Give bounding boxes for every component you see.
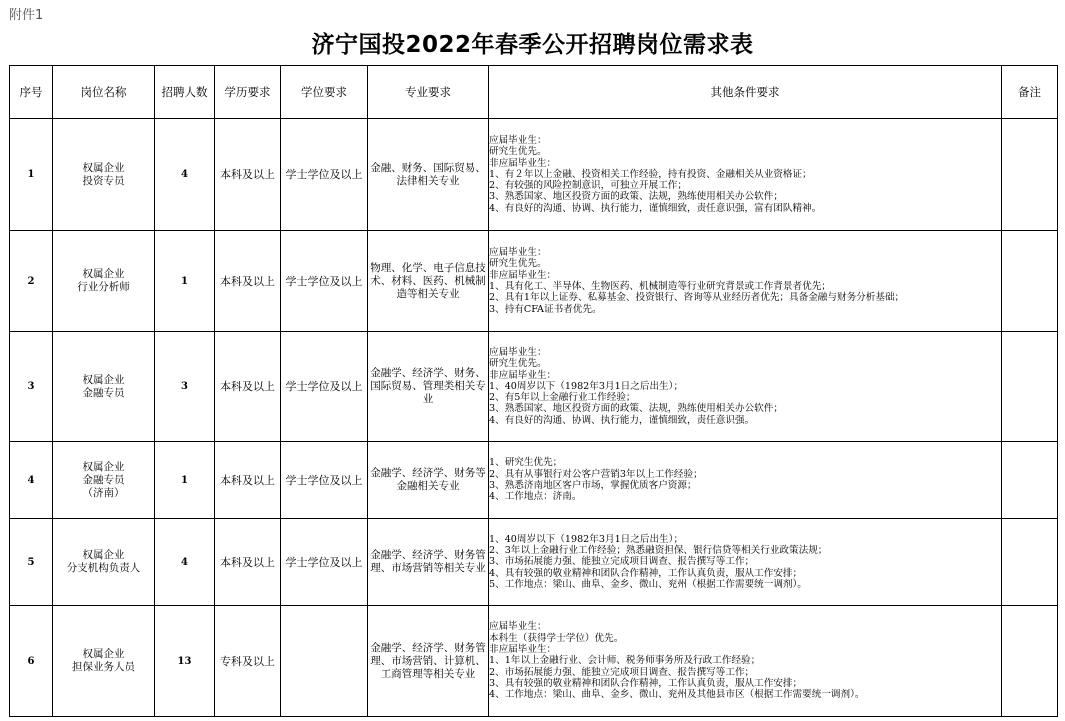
row-seq: 1 [10, 119, 53, 231]
header-education: 学历要求 [215, 66, 281, 119]
row-degree: 学士学位及以上 [281, 519, 368, 606]
row-degree: 学士学位及以上 [281, 332, 368, 442]
row-seq: 3 [10, 332, 53, 442]
row-seq: 5 [10, 519, 53, 606]
row-remarks [1002, 231, 1058, 332]
row-count: 4 [155, 519, 215, 606]
row-remarks [1002, 332, 1058, 442]
row-education: 本科及以上 [215, 119, 281, 231]
row-conditions: 应届毕业生： 研究生优先。 非应届毕业生： 1、具有化工、半导体、生物医药、机械制造等行业研究背景或工作背景者优先； 2、具有1年以上证券、私募基金、投资银行、咨询等从业经历者优先；具备金融与财务分析基础； 3、持有CFA证书者优先。 [489, 231, 1002, 332]
page-title: 济宁国投2022年春季公开招聘岗位需求表 [311, 32, 754, 58]
table-row [10, 606, 1058, 717]
row-seq: 6 [10, 606, 53, 717]
row-degree: 学士学位及以上 [281, 442, 368, 519]
table-row [10, 442, 1058, 519]
header-row [10, 66, 1058, 119]
row-major: 金融、财务、国际贸易、法律相关专业 [368, 119, 489, 231]
row-conditions: 1、40周岁以下（1982年3月1日之后出生）； 2、3年以上金融行业工作经验；熟悉融资担保、银行信贷等相关行业政策法规； 3、市场拓展能力强、能独立完成项目调查、报告撰写等工作； 4、具有较强的敬业精神和团队合作精神，工作认真负责，服从工作安排； 5、工作地点：梁山、曲阜、金乡、微山、兖州（根据工作需要统一调剂）。 [489, 519, 1002, 606]
row-major: 金融学、经济学、财务管理、市场营销等相关专业 [368, 519, 489, 606]
row-remarks [1002, 119, 1058, 231]
row-count: 4 [155, 119, 215, 231]
row-position: 权属企业 投资专员 [53, 119, 155, 231]
row-count: 1 [155, 442, 215, 519]
row-position: 权属企业 金融专员 [53, 332, 155, 442]
row-conditions: 1、研究生优先； 2、具有从事银行对公客户营销3年以上工作经验； 3、熟悉济南地区客户市场，掌握优质客户资源； 4、工作地点：济南。 [489, 442, 1002, 519]
row-count: 13 [155, 606, 215, 717]
header-remarks: 备注 [1002, 66, 1058, 119]
header-count: 招聘人数 [155, 66, 215, 119]
row-education: 专科及以上 [215, 606, 281, 717]
row-count: 1 [155, 231, 215, 332]
header-degree: 学位要求 [281, 66, 368, 119]
table-row [10, 119, 1058, 231]
header-seq: 序号 [10, 66, 53, 119]
row-major: 金融学、经济学、财务、国际贸易、管理类相关专业 [368, 332, 489, 442]
row-remarks [1002, 519, 1058, 606]
row-degree: 学士学位及以上 [281, 119, 368, 231]
table-row [10, 519, 1058, 606]
header-position: 岗位名称 [53, 66, 155, 119]
row-major: 金融学、经济学、财务管理、市场营销、计算机、工商管理等相关专业 [368, 606, 489, 717]
row-position: 权属企业 金融专员 （济南） [53, 442, 155, 519]
row-conditions: 应届毕业生： 研究生优先。 非应届毕业生： 1、40周岁以下（1982年3月1日之后出生）； 2、有5年以上金融行业工作经验； 3、熟悉国家、地区投资方面的政策、法规，熟练使用相关办公软件； 4、有良好的沟通、协调、执行能力，谨慎细致，责任意识强。 [489, 332, 1002, 442]
row-position: 权属企业 行业分析师 [53, 231, 155, 332]
row-education: 本科及以上 [215, 519, 281, 606]
row-remarks [1002, 442, 1058, 519]
row-count: 3 [155, 332, 215, 442]
row-conditions: 应届毕业生： 本科生（获得学士学位）优先。 非应届毕业生： 1、1年以上金融行业、会计师、税务师事务所及行政工作经验； 2、市场拓展能力强、能独立完成项目调查、报告撰写等工作； 3、具有较强的敬业精神和团队合作精神，工作认真负责，服从工作安排； 4、工作地点：梁山、曲阜、金乡、微山、兖州及其他县市区（根据工作需要统一调剂）。 [489, 606, 1002, 717]
row-seq: 4 [10, 442, 53, 519]
job-requirements-table [9, 65, 1058, 717]
row-major: 金融学、经济学、财务等金融相关专业 [368, 442, 489, 519]
row-remarks [1002, 606, 1058, 717]
row-education: 本科及以上 [215, 442, 281, 519]
header-conditions: 其他条件要求 [489, 66, 1002, 119]
row-position: 权属企业 分支机构负责人 [53, 519, 155, 606]
row-degree [281, 606, 368, 717]
row-major: 物理、化学、电子信息技术、材料、医药、机械制造等相关专业 [368, 231, 489, 332]
row-education: 本科及以上 [215, 332, 281, 442]
row-seq: 2 [10, 231, 53, 332]
header-major: 专业要求 [368, 66, 489, 119]
table-row [10, 231, 1058, 332]
table-row [10, 332, 1058, 442]
row-conditions: 应届毕业生： 研究生优先。 非应届毕业生： 1、有２年以上金融、投资相关工作经验，持有投资、金融相关从业资格证； 2、有较强的风险控制意识，可独立开展工作； 3、熟悉国家、地区投资方面的政策、法规，熟练使用相关办公软件； 4、有良好的沟通、协调、执行能力，谨慎细致，责任意识强，富有团队精神。 [489, 119, 1002, 231]
row-education: 本科及以上 [215, 231, 281, 332]
row-position: 权属企业 担保业务人员 [53, 606, 155, 717]
attachment-label: 附件1 [9, 8, 44, 23]
row-degree: 学士学位及以上 [281, 231, 368, 332]
